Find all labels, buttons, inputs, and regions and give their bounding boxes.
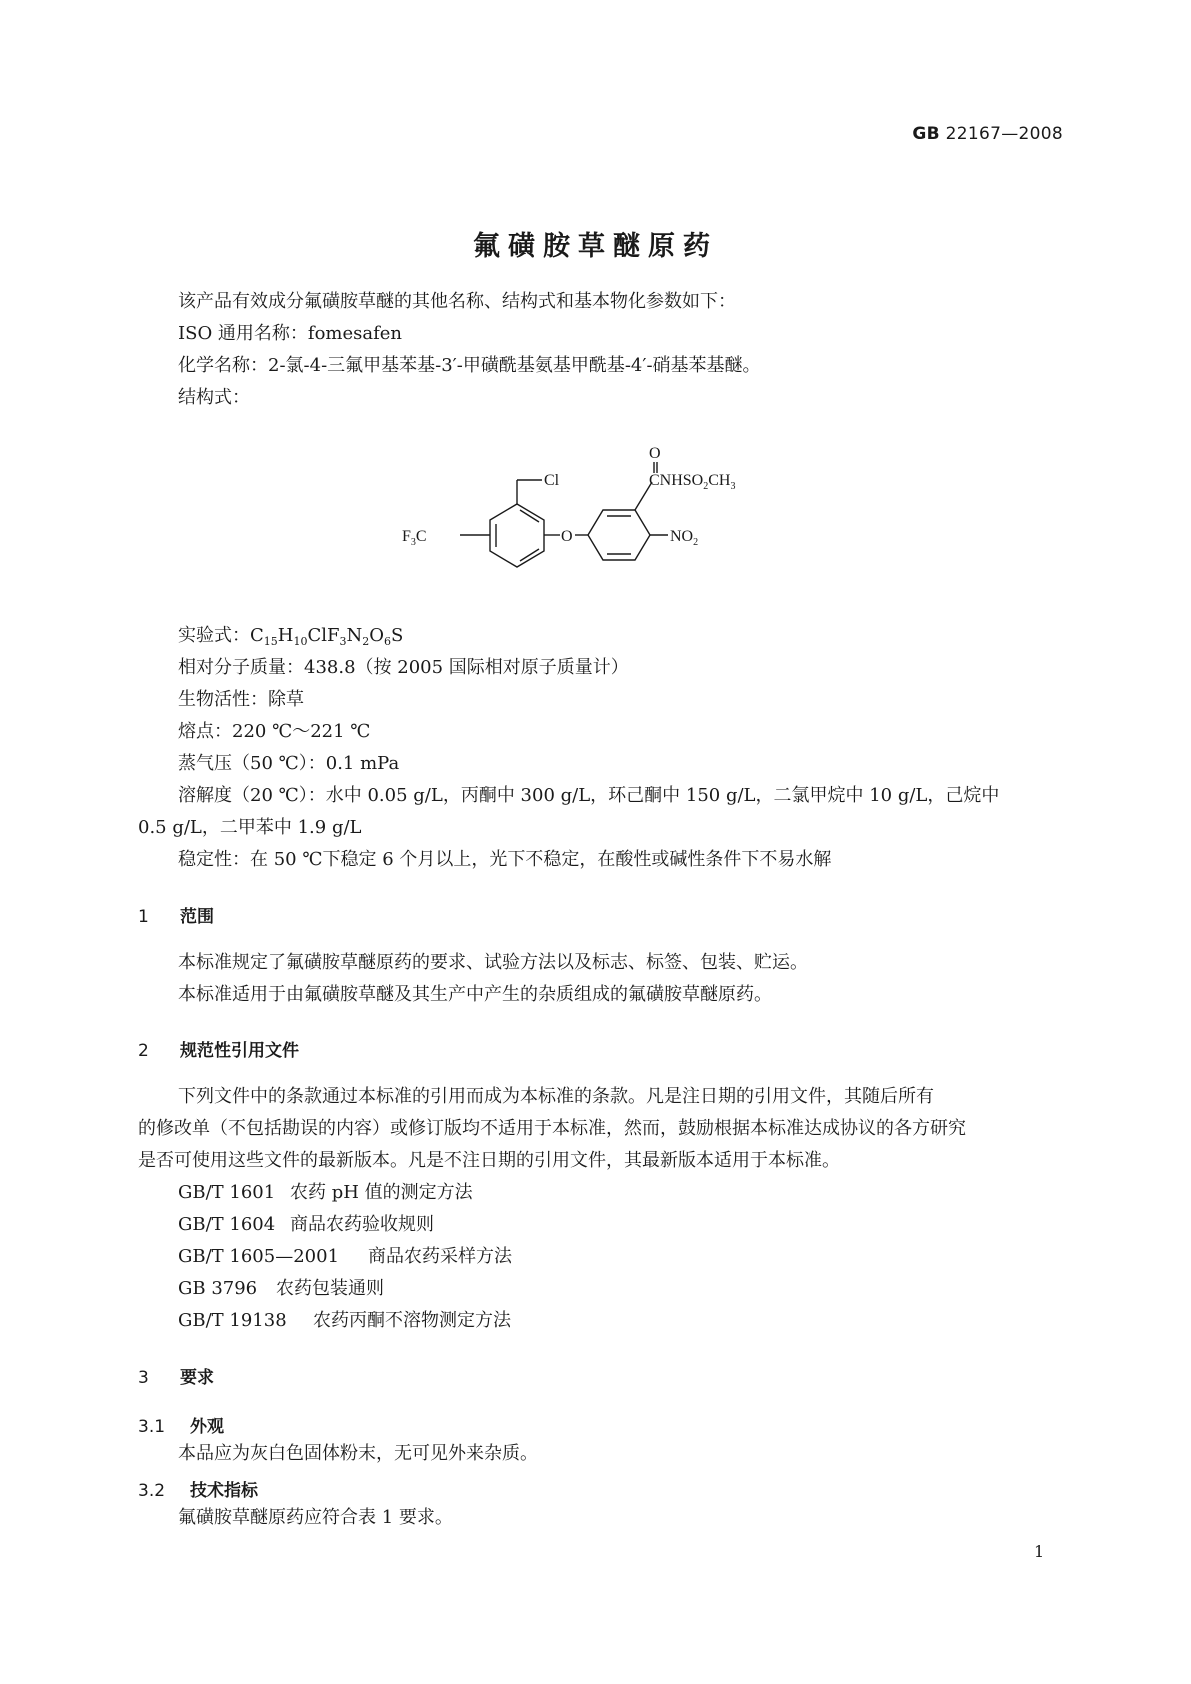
chemical-name: 化学名称：2-氯-4-三氟甲基苯基-3′-甲磺酰基氨基甲酰基-4′-硝基苯基醚。 [178, 355, 761, 376]
solubility-line-2: 0.5 g/L，二甲苯中 1.9 g/L [138, 817, 362, 838]
standard-prefix: GB [912, 124, 940, 144]
structure-label: 结构式： [178, 387, 250, 408]
reference-code: GB/T 1605—2001 [178, 1246, 340, 1267]
section-3-2-title: 技术指标 [190, 1481, 258, 1501]
cf3-label: $F_3C$ [402, 528, 427, 548]
section-3-title: 要求 [180, 1368, 214, 1388]
standard-code [912, 124, 1063, 144]
section-3-1-number: 3.1 [138, 1417, 166, 1437]
formula: $C_{15}H_{10}ClF_3N_2O_6S$ [250, 625, 404, 648]
vapor-pressure: 蒸气压（50 ℃）：0.1 mPa [178, 753, 400, 774]
formula-line [178, 626, 403, 652]
reference-code: GB 3796 [178, 1278, 258, 1299]
left-benzene-ring [490, 504, 544, 567]
section-2-title: 规范性引用文件 [180, 1041, 299, 1061]
nitro-label: $NO_2$ [670, 528, 699, 548]
section-3-2-heading [138, 1476, 258, 1501]
formula-label: 实验式： [178, 625, 250, 646]
reference-code: GB/T 1604 [178, 1214, 276, 1235]
section-2-para-line-2: 的修改单（不包括勘误的内容）或修订版均不适用于本标准，然而，鼓励根据本标准达成协议的各方研究 [138, 1118, 966, 1139]
section-3-2-number: 3.2 [138, 1481, 166, 1501]
reference-item [178, 1215, 434, 1235]
reference-code: GB/T 1601 [178, 1182, 276, 1203]
reference-title: 农药丙酮不溶物测定方法 [313, 1310, 511, 1331]
section-1-para-1: 本标准规定了氟磺胺草醚原药的要求、试验方法以及标志、标签、包装、贮运。 [178, 952, 808, 973]
section-1-number: 1 [138, 907, 149, 927]
standard-number: 22167—2008 [945, 124, 1063, 144]
reference-item [178, 1247, 512, 1267]
reference-item [178, 1311, 511, 1331]
section-3-1-title: 外观 [190, 1417, 224, 1437]
section-3-2-text: 氟磺胺草醚原药应符合表 1 要求。 [178, 1507, 453, 1528]
section-1-heading [138, 902, 214, 927]
stability: 稳定性：在 50 ℃下稳定 6 个月以上，光下不稳定，在酸性或碱性条件下不易水解 [178, 849, 832, 870]
section-2-para-line-3: 是否可使用这些文件的最新版本。凡是不注日期的引用文件，其最新版本适用于本标准。 [138, 1150, 840, 1171]
reference-title: 农药 pH 值的测定方法 [290, 1182, 473, 1203]
intro-lead: 该产品有效成分氟磺胺草醚的其他名称、结构式和基本物化参数如下： [178, 291, 736, 312]
melting-point: 熔点：220 ℃～221 ℃ [178, 721, 371, 742]
structural-formula [402, 445, 790, 600]
section-1-title: 范围 [180, 907, 214, 927]
bioactivity: 生物活性：除草 [178, 689, 304, 710]
section-3-1-text: 本品应为灰白色固体粉末，无可见外来杂质。 [178, 1443, 538, 1464]
section-2-para-line-1: 下列文件中的条款通过本标准的引用而成为本标准的条款。凡是注日期的引用文件，其随后所有 [178, 1086, 934, 1107]
ether-oxygen-label: O [561, 528, 573, 545]
chlorine-label: Cl [544, 472, 560, 489]
reference-item [178, 1183, 473, 1203]
reference-title: 商品农药采样方法 [368, 1246, 512, 1267]
right-benzene-ring [588, 510, 650, 560]
section-1-para-2: 本标准适用于由氟磺胺草醚及其生产中产生的杂质组成的氟磺胺草醚原药。 [178, 984, 772, 1005]
reference-item [178, 1279, 384, 1299]
amide-label: $CNHSO_2CH_3$ [649, 472, 736, 492]
reference-title: 农药包装通则 [276, 1278, 384, 1299]
reference-code: GB/T 19138 [178, 1310, 287, 1331]
section-2-number: 2 [138, 1041, 149, 1061]
carbonyl-oxygen-label: O [649, 445, 661, 462]
section-3-number: 3 [138, 1368, 149, 1388]
document-title: 氟磺胺草醚原药 [473, 231, 718, 262]
section-3-1-heading [138, 1412, 224, 1437]
molecular-mass: 相对分子质量：438.8（按 2005 国际相对原子质量计） [178, 657, 629, 678]
section-2-heading [138, 1036, 299, 1061]
section-3-heading [138, 1363, 214, 1388]
page-number: 1 [1034, 1542, 1045, 1561]
iso-name: ISO 通用名称：fomesafen [178, 323, 403, 344]
solubility-line-1: 溶解度（20 ℃）：水中 0.05 g/L，丙酮中 300 g/L，环己酮中 150 g/L，二氯甲烷中 10 g/L，己烷中 [178, 785, 1000, 806]
reference-title: 商品农药验收规则 [290, 1214, 434, 1235]
